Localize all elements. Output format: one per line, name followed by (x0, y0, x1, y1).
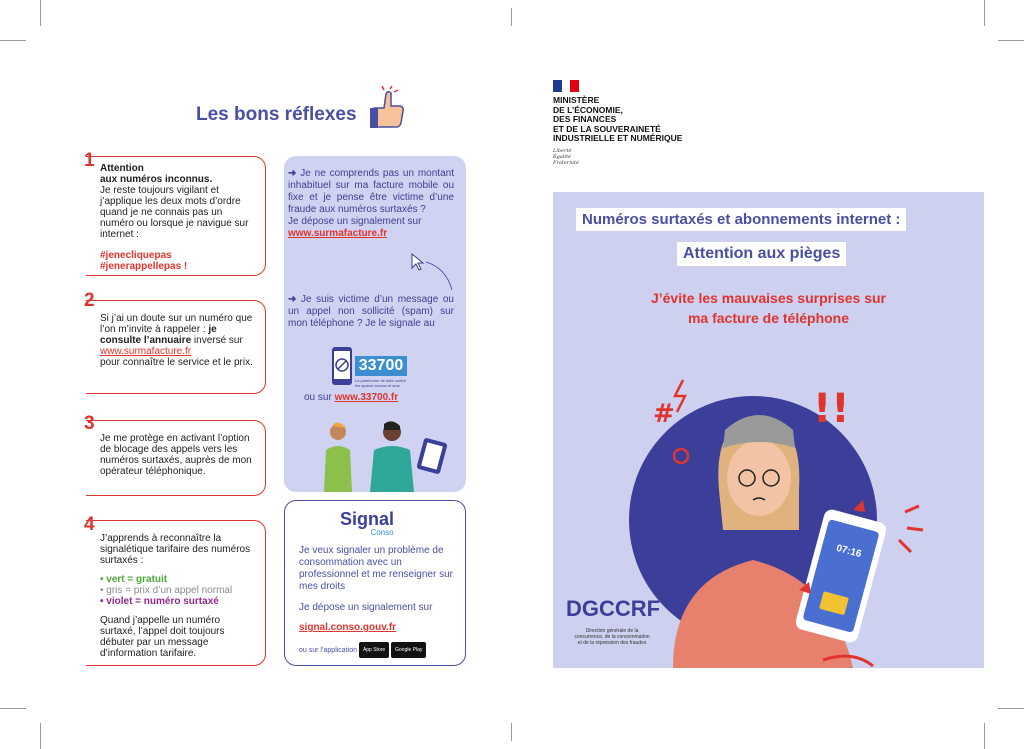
republic-motto: Liberté Égalité Fraternité (553, 147, 579, 166)
info-block-2 (288, 294, 454, 330)
signal-text: Je veux signaler un problème de consommation avec un professionnel et me renseigner sur mes droits (299, 545, 453, 592)
crop-mark (40, 0, 41, 26)
crop-mark (40, 723, 41, 749)
crop-mark (984, 0, 985, 26)
step-body: Quand j’appelle un numéro surtaxé, l’appel doit toujours débuter par un message d’information tarifaire. (100, 615, 225, 659)
signalconso-link[interactable]: signal.conso.gouv.fr (299, 622, 397, 633)
crop-mark (0, 40, 26, 41)
tagline: J’évite les mauvaises surprises sur ma facture de téléphone (650, 290, 887, 326)
cursor-icon (408, 250, 468, 297)
signalconso-logo: Signal Conso (340, 509, 395, 537)
hashtag: #jenerappellepas ! (100, 261, 188, 272)
crop-mark (998, 708, 1024, 709)
crop-mark (998, 40, 1024, 41)
step-card (86, 156, 266, 276)
step-bold-text: je consulte l’annuaire (100, 324, 217, 346)
svg-text:#: # (653, 399, 675, 429)
arrow-right-icon: ➜ (288, 294, 297, 305)
phone-clock: 07:16 (835, 542, 863, 561)
signal-action: Je dépose un signalement sur (299, 602, 433, 613)
step-card (86, 520, 266, 666)
crop-mark (984, 723, 985, 749)
arrow-right-icon: ➜ (288, 168, 297, 179)
thumbs-up-icon (366, 86, 406, 135)
step-card (86, 300, 266, 394)
phone-block-icon (331, 346, 353, 391)
page-title: Les bons réflexes (196, 104, 357, 125)
surmafacture-link[interactable]: www.surmafacture.fr (288, 228, 388, 239)
annuaire-link[interactable]: www.surmafacture.fr (100, 346, 192, 357)
step-number: 3 (84, 413, 95, 434)
step-text: inversé sur (193, 335, 243, 346)
headline-2: Attention aux pièges (677, 242, 846, 266)
dgccrf-logo: DGCCRF (566, 596, 661, 621)
app-links: ou sur l’application App Store Google Play (299, 642, 426, 658)
dgccrf-caption: Direction générale de la concurrence, de la consommation et de la répression des fraudes (574, 628, 650, 646)
step-number: 1 (84, 150, 95, 171)
step-card (86, 420, 266, 496)
hashtag: #jenecliquepas (100, 250, 172, 261)
info-alt: ou sur www.33700.fr (304, 392, 399, 403)
tariff-grey: • gris = prix d’un appel normal (100, 585, 233, 596)
step-number: 4 (84, 514, 95, 535)
info-text: Je ne comprends pas un montant inhabituel sur ma facture mobile ou fixe et je pense être victime d’une fraude aux numéros surtaxés ? (288, 168, 454, 215)
tariff-legend (100, 574, 257, 607)
badge-33700: 33700 (355, 356, 407, 376)
tariff-violet: • violet = numéro surtaxé (100, 596, 219, 607)
link-33700[interactable]: www.33700.fr (334, 392, 399, 403)
marianne-flag-icon (553, 80, 579, 92)
step-number: 2 (84, 290, 95, 311)
step-body: J’apprends à reconnaître la signalétique tarifaire des numéros surtaxés : (100, 533, 251, 566)
ministry-name: MINISTÈRE DE L’ÉCONOMIE, DES FINANCES ET DE LA SOUVERAINETÉ INDUSTRIELLE ET NUMÉRIQUE (553, 95, 683, 143)
step-body: Je reste toujours vigilant et j’applique les deux mots d’ordre quand je ne connais pas un numéro ou lorsque je navigue sur internet : (100, 185, 249, 240)
tariff-green: • vert = gratuit (100, 574, 168, 585)
step-text: pour connaître le service et le prix. (100, 357, 253, 368)
step-heading: Attention aux numéros inconnus. (100, 163, 213, 185)
government-logo (553, 80, 682, 166)
info-text: Je suis victime d’un message ou un appel non sollicité (spam) sur mon téléphone ? Je le signale au (288, 294, 454, 329)
info-action: Je dépose un signalement sur (288, 216, 422, 227)
app-store-button[interactable]: App Store (359, 642, 389, 658)
people-illustration (298, 420, 458, 497)
google-play-button[interactable]: Google Play (391, 642, 426, 658)
step-text: Si j’ai un doute sur un numéro que l’on m’invite à rappeler : (100, 313, 253, 335)
crop-mark (511, 8, 512, 26)
headline-1: Numéros surtaxés et abonnements internet : (576, 208, 906, 231)
step-body: Je me protège en activant l’option de blocage des appels vers les numéros surtaxés, auprès de mon opérateur téléphonique. (100, 433, 252, 477)
badge-caption: La plateforme de lutte contre les spams vocaux et sms (355, 378, 406, 388)
svg-text:!!: !! (813, 386, 850, 432)
crop-mark (511, 723, 512, 741)
crop-mark (0, 708, 26, 709)
woman-phone-illustration (553, 360, 984, 673)
info-block-1 (288, 168, 454, 240)
